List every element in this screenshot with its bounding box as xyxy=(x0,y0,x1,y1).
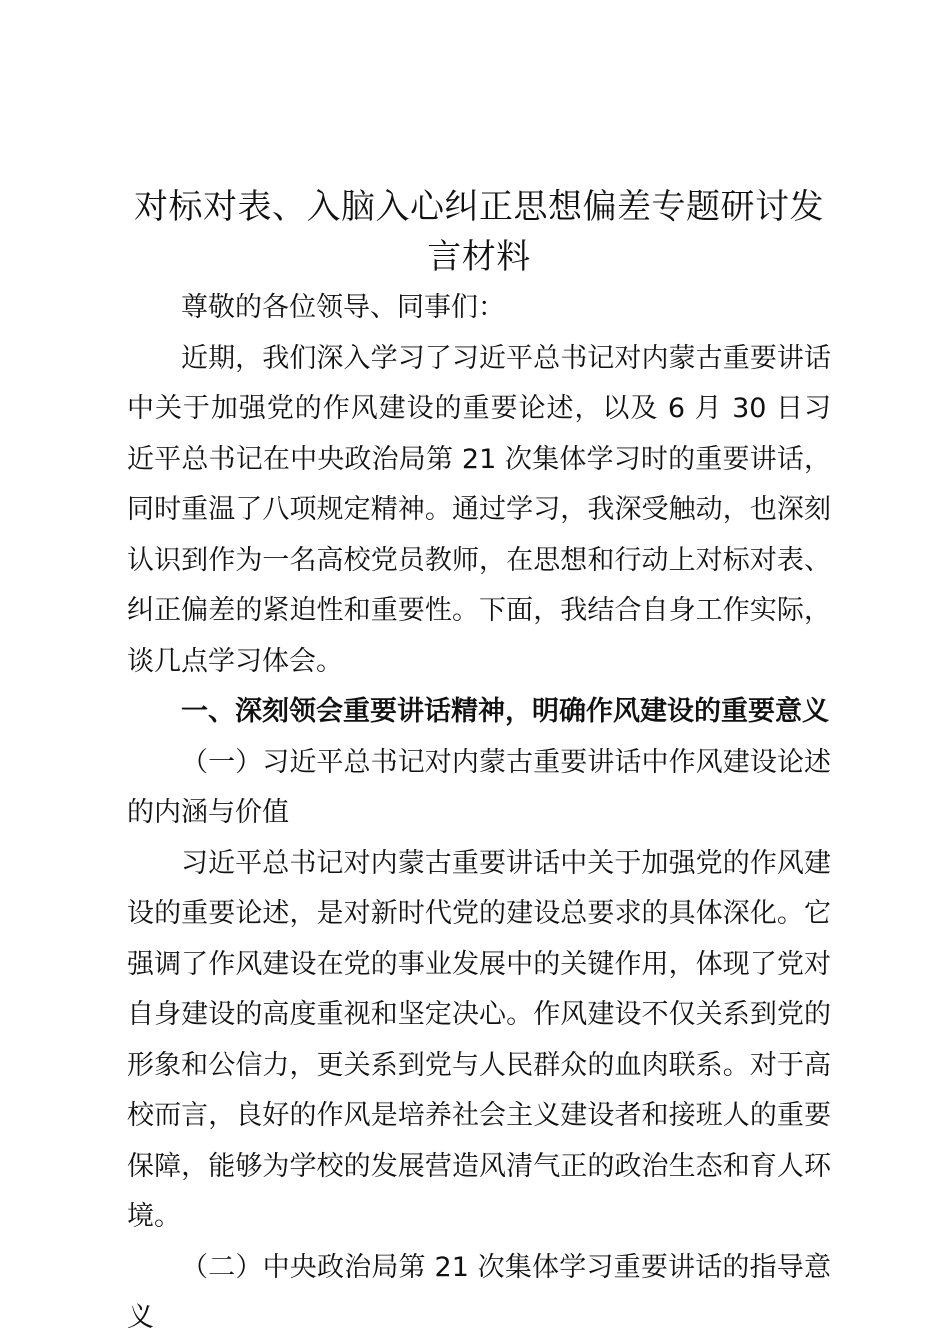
subsection-1-paragraph: 习近平总书记对内蒙古重要讲话中关于加强党的作风建设的重要论述，是对新时代党的建设总要求的具体深化。它强调了作风建设在党的事业发展中的关键作用，体现了党对自身建设的高度重视和坚定决心。作风建设不仅关系到党的形象和公信力，更关系到党与人民群众的血肉联系。对于高校而言，良好的作风是培养社会主义建设者和接班人的重要保障，能够为学校的发展营造风清气正的政治生态和育人环境。 xyxy=(127,847,831,1232)
intro-paragraph: 近期，我们深入学习了习近平总书记对内蒙古重要讲话中关于加强党的作风建设的重要论述，以及 6 月 30 日习近平总书记在中央政治局第 21 次集体学习时的重要讲话，同时重温了八项规定精神。通过学习，我深受触动，也深刻认识到作为一名高校党员教师，在思想和行动上对标对表、纠正偏差的紧迫性和重要性。下面，我结合自身工作实际，谈几点学习体会。 xyxy=(127,342,831,677)
salutation: 尊敬的各位领导、同事们： xyxy=(181,292,505,323)
document-body xyxy=(127,182,831,1344)
section-heading-1: 一、深刻领会重要讲话精神，明确作风建设的重要意义 xyxy=(181,696,829,727)
subsection-heading-2: （二）中央政治局第 21 次集体学习重要讲话的指导意义 xyxy=(127,1251,831,1333)
document-title: 对标对表、入脑入心纠正思想偏差专题研讨发言材料 xyxy=(134,187,824,277)
subsection-heading-1: （一）习近平总书记对内蒙古重要讲话中作风建设论述的内涵与价值 xyxy=(127,746,831,828)
